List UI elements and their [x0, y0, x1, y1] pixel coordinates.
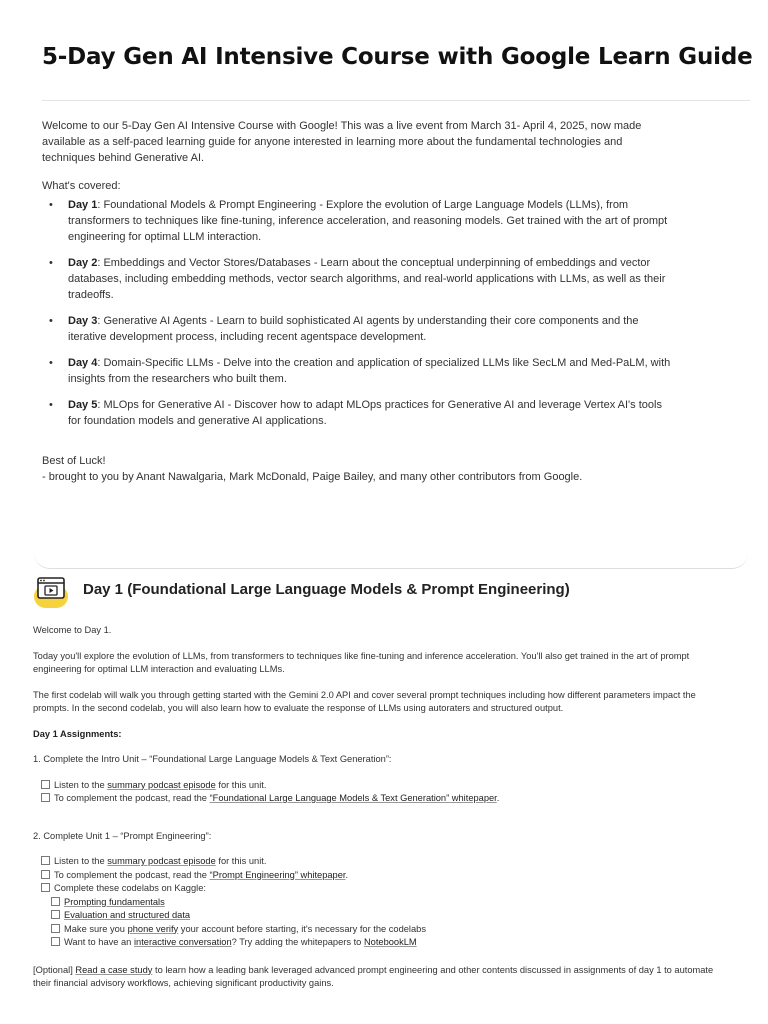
- intro-welcome-text: Welcome to our 5-Day Gen AI Intensive Course with Google! This was a live event from March 31- April 4, 2025, now made available as a self-paced learning guide for anyone interested in learning more about the fundamental technologies and techniques behind Generative AI.: [42, 120, 642, 164]
- checkbox[interactable]: [51, 910, 60, 919]
- checkbox[interactable]: [41, 856, 50, 865]
- task-item: To complement the podcast, read the “Prompt Engineering” whitepaper.: [33, 869, 733, 883]
- day-description: : Foundational Models & Prompt Engineering - Explore the evolution of Large Language Models (LLMs), from transformers to techniques like fine-tuning, inference acceleration, and reasoning models. Get trained with the art of prompt engineering for optimal LLM interaction.: [68, 199, 668, 243]
- contributors-text: - brought to you by Anant Nawalgaria, Mark McDonald, Paige Bailey, and many other contributors from Google.: [42, 471, 583, 483]
- video-player-icon-svg: [36, 576, 66, 602]
- bullet-icon: •: [49, 399, 53, 411]
- bullet-icon: •: [49, 199, 53, 211]
- day-description: : Domain-Specific LLMs - Delve into the creation and application of specialized LLMs like SecLM and Med-PaLM, with insights from the researchers who built them.: [68, 357, 671, 385]
- bullet-icon: •: [49, 357, 53, 369]
- unit1-heading: 2. Complete Unit 1 – “Prompt Engineering”:: [33, 830, 212, 841]
- day-list: [42, 197, 672, 429]
- checkbox[interactable]: [41, 780, 50, 789]
- checkbox[interactable]: [51, 937, 60, 946]
- video-player-icon: [32, 572, 72, 612]
- closing-greeting: Best of Luck!: [42, 455, 106, 467]
- whitepaper-link[interactable]: “Foundational Large Language Models & Text Generation” whitepaper: [209, 793, 497, 803]
- intro-unit-tasks: [33, 779, 733, 806]
- podcast-link[interactable]: summary podcast episode: [107, 779, 216, 790]
- notebooklm-link[interactable]: NotebookLM: [363, 937, 417, 947]
- intro-unit-heading: 1. Complete the Intro Unit – “Foundational Large Language Models & Text Generation”:: [33, 754, 392, 764]
- day-label: Day 3: [68, 315, 98, 327]
- optional-case-study: [Optional] Read a case study to learn how a leading bank leveraged advanced prompt engineering and other contents discussed in assignments of day 1 to automate their financial advisory workflows, achieving significant productivity gains.: [33, 964, 714, 988]
- section-divider: [34, 552, 748, 569]
- task-item: Complete these codelabs on Kaggle:: [33, 882, 733, 896]
- assignments-label: Day 1 Assignments:: [33, 728, 122, 739]
- interactive-conversation-link[interactable]: interactive conversation: [133, 937, 232, 947]
- whitepaper-link[interactable]: “Prompt Engineering” whitepaper: [209, 869, 346, 880]
- podcast-link[interactable]: summary podcast episode: [107, 856, 216, 866]
- intro-section: [42, 118, 672, 485]
- day-label: Day 2: [68, 257, 98, 269]
- task-item: To complement the podcast, read the “Foundational Large Language Models & Text Generation” whitepaper.: [33, 792, 733, 806]
- day-list-item-3: [42, 313, 672, 345]
- day1-body: [33, 624, 733, 991]
- unit1-tasks: [33, 855, 733, 950]
- title-divider: [42, 100, 750, 101]
- task-item: Listen to the summary podcast episode for this unit.: [33, 855, 733, 869]
- checkbox[interactable]: [51, 897, 60, 906]
- task-item: Want to have an interactive conversation? Try adding the whitepapers to NotebookLM: [33, 936, 733, 950]
- day1-para-1: Today you'll explore the evolution of LLMs, from transformers to techniques like fine-tuning and inference acceleration. You'll also get trained in the art of prompt engineering for optimal LLM interaction and evaluating LLMs.: [33, 650, 690, 674]
- task-item: [33, 896, 733, 910]
- checkbox[interactable]: [41, 883, 50, 892]
- day-list-item-5: [42, 397, 672, 429]
- bullet-icon: •: [49, 315, 53, 327]
- phone-verify-link[interactable]: phone verify: [127, 923, 179, 934]
- day-list-item-1: [42, 197, 672, 245]
- checkbox[interactable]: [41, 793, 50, 802]
- codelab-link[interactable]: Evaluation and structured data: [64, 910, 191, 920]
- codelab-link[interactable]: Prompting fundamentals: [64, 896, 165, 907]
- page-title: 5-Day Gen AI Intensive Course with Google Learn Guide: [42, 44, 753, 70]
- checkbox[interactable]: [41, 870, 50, 879]
- day-list-item-2: [42, 255, 672, 303]
- bullet-icon: •: [49, 257, 53, 269]
- day-description: : Generative AI Agents - Learn to build sophisticated AI agents by understanding their core components and the iterative development process, including recent agentspace development.: [68, 315, 639, 343]
- day-label: Day 4: [68, 357, 98, 369]
- day1-heading: Day 1 (Foundational Large Language Models & Prompt Engineering): [83, 581, 570, 598]
- task-item: Make sure you phone verify your account before starting, it's necessary for the codelabs: [33, 923, 733, 937]
- day-label: Day 1: [68, 199, 98, 211]
- checkbox[interactable]: [51, 924, 60, 933]
- case-study-link[interactable]: Read a case study: [75, 964, 153, 975]
- day-label: Day 5: [68, 399, 98, 411]
- day-list-item-4: [42, 355, 672, 387]
- task-item: [33, 909, 733, 923]
- day1-para-2: The first codelab will walk you through getting started with the Gemini 2.0 API and cover several prompt techniques including how different parameters impact the prompts. In the second codelab, you will also learn how to evaluate the response of LLMs using autoraters and structured output.: [33, 689, 696, 713]
- task-item: Listen to the summary podcast episode for this unit.: [33, 779, 733, 793]
- whats-covered-label: What's covered:: [42, 180, 121, 192]
- day-description: : MLOps for Generative AI - Discover how to adapt MLOps practices for Generative AI and leverage Vertex AI's tools for foundation models and generative AI applications.: [68, 399, 662, 427]
- day1-welcome: Welcome to Day 1.: [33, 625, 112, 635]
- day-description: : Embeddings and Vector Stores/Databases - Learn about the conceptual underpinning of embeddings and vector databases, including embedding methods, vector search algorithms, and real-world applications with LLMs, as well as their tradeoffs.: [68, 257, 666, 301]
